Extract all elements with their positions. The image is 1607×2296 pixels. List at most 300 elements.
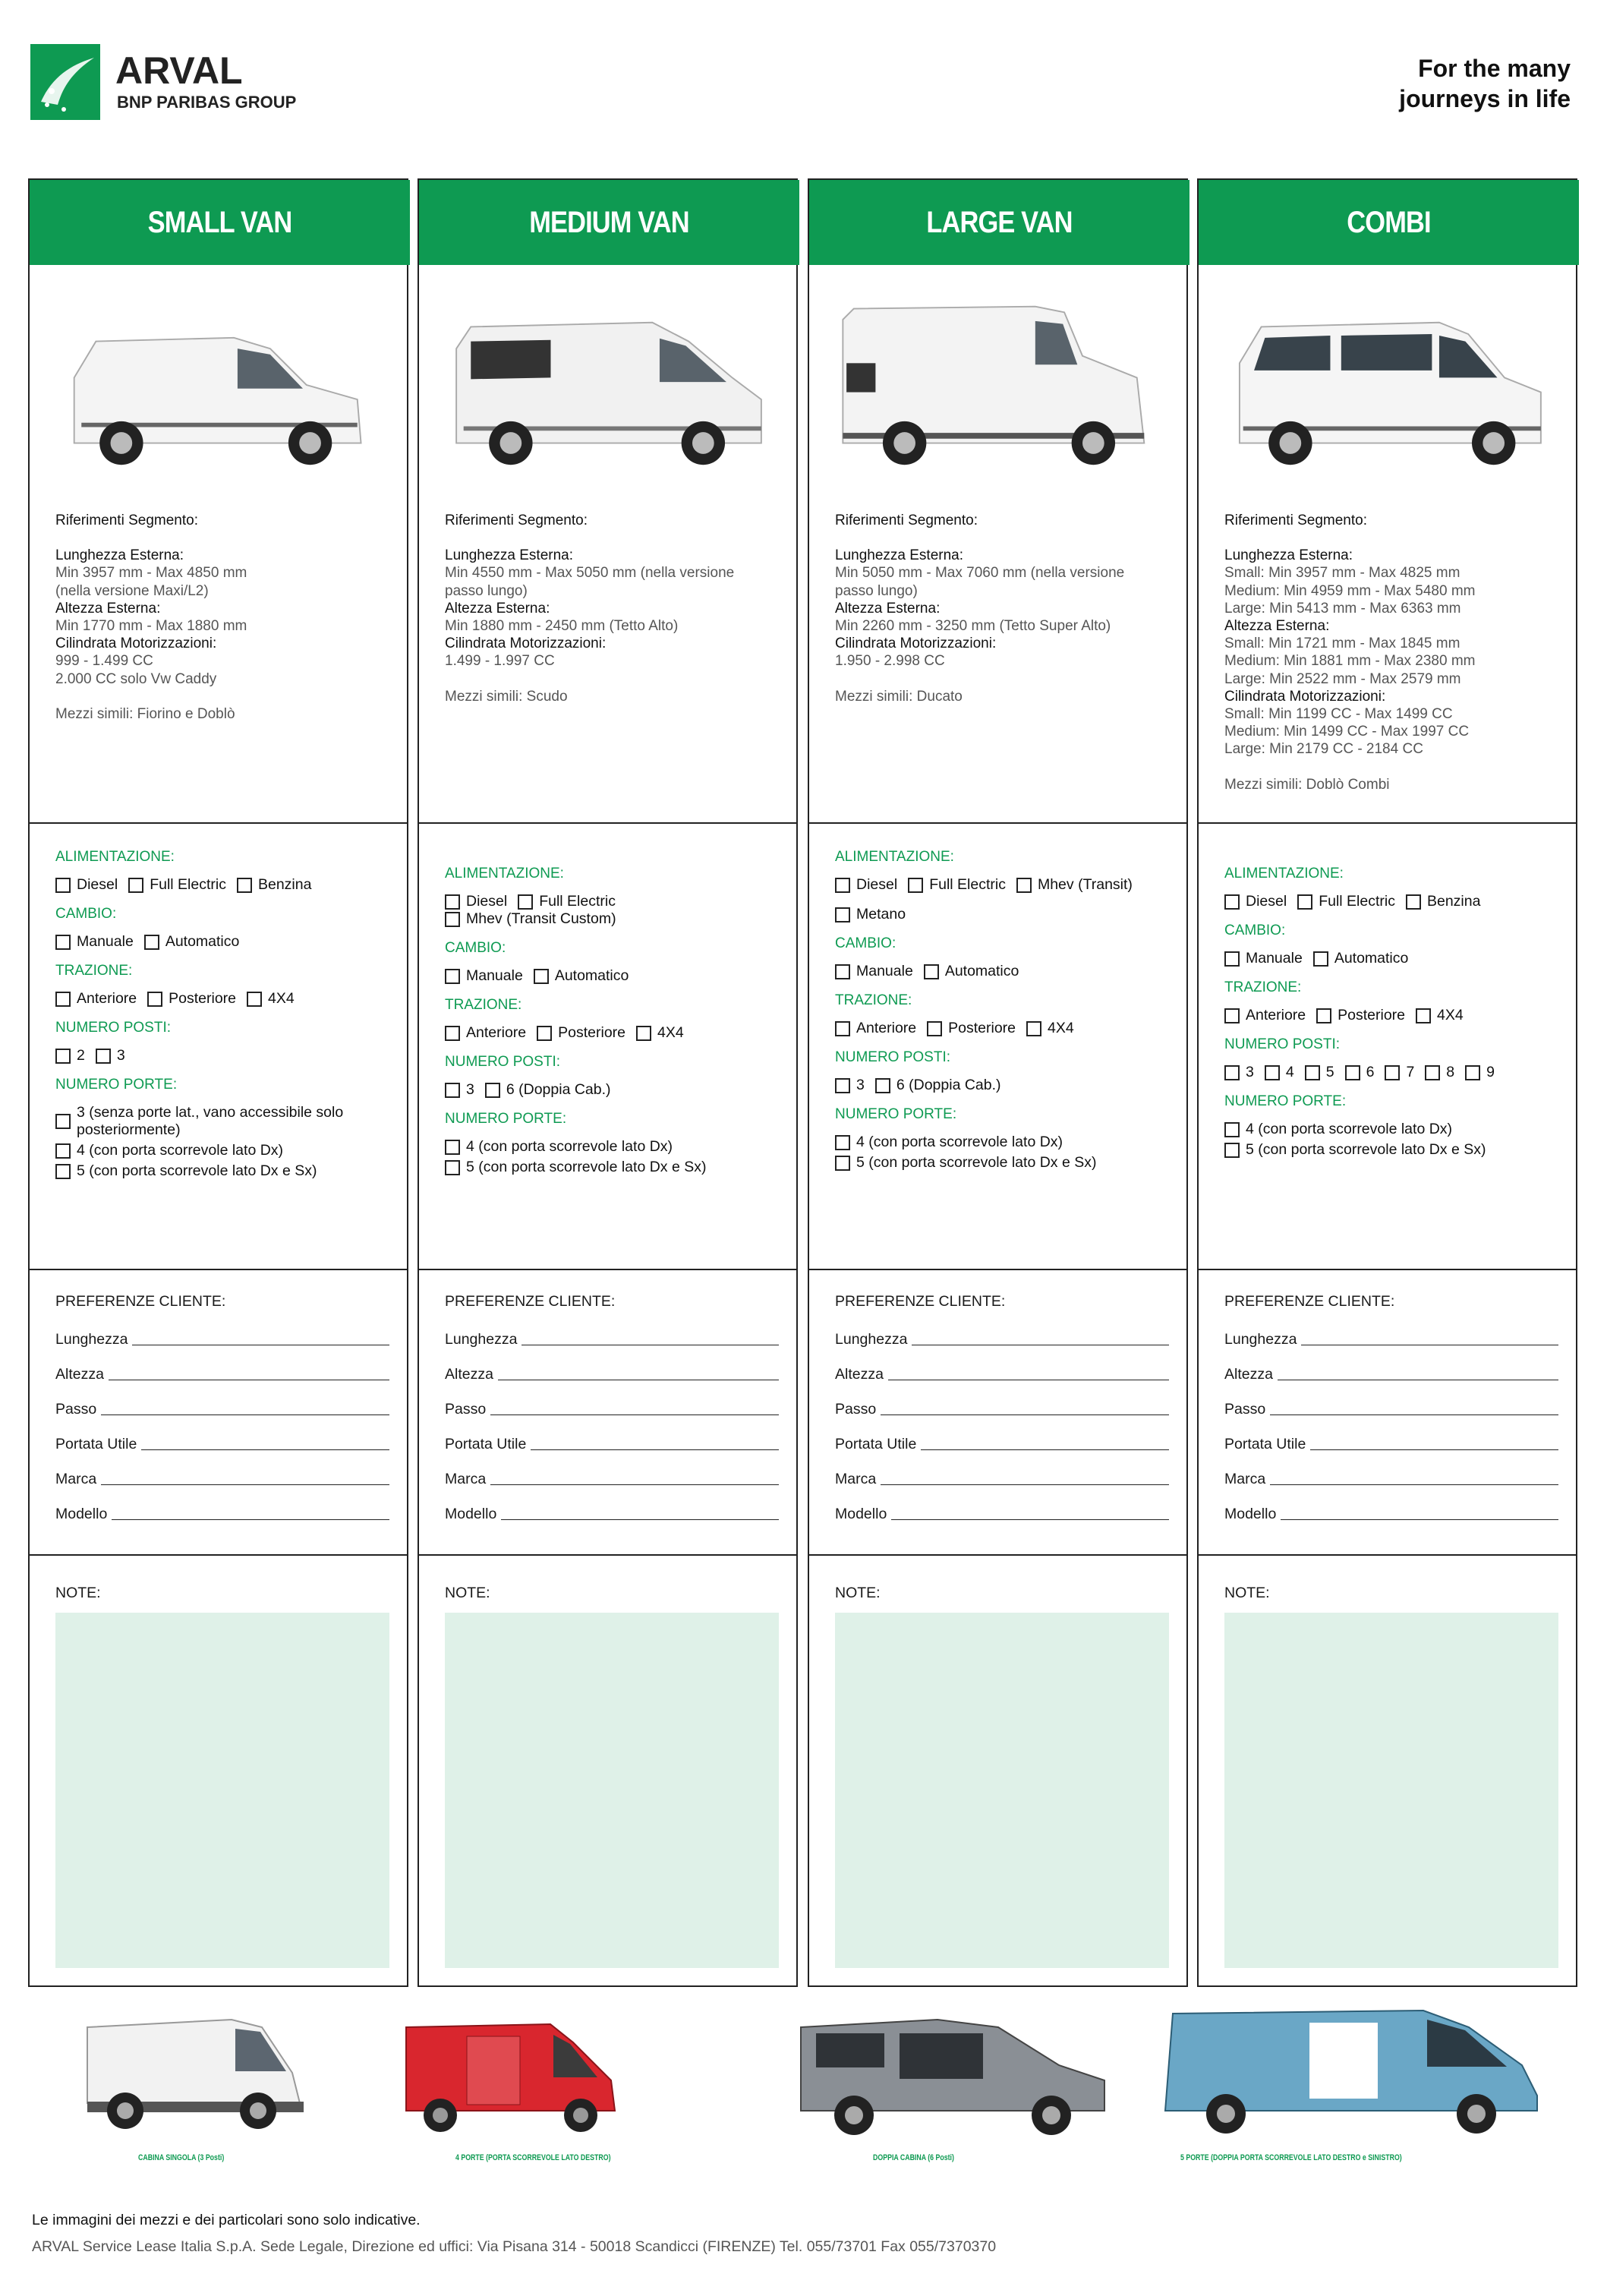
checkbox-box[interactable] <box>1345 1065 1360 1080</box>
preference-input-line[interactable] <box>501 1519 779 1520</box>
option-checkbox[interactable] <box>445 893 507 910</box>
option-checkbox[interactable] <box>835 876 897 894</box>
preference-label: Portata Utile <box>1224 1436 1306 1452</box>
option-label: 4X4 <box>268 990 295 1007</box>
option-section-title: NUMERO POSTI: <box>445 1054 561 1070</box>
checkbox-box[interactable] <box>55 992 71 1007</box>
preference-input-line[interactable] <box>101 1484 389 1485</box>
segment-info-cell <box>1197 178 1577 825</box>
option-checkbox[interactable] <box>55 1162 317 1180</box>
option-checkbox[interactable] <box>875 1077 1001 1094</box>
checkbox-box[interactable] <box>835 964 850 979</box>
checkbox-box[interactable] <box>835 1078 850 1093</box>
option-checkbox[interactable] <box>485 1081 611 1099</box>
spec-label: Cilindrata Motorizzazioni: <box>1224 688 1386 705</box>
option-label: 6 <box>1366 1064 1375 1080</box>
spec-value: Large: Min 2522 mm - Max 2579 mm <box>1224 670 1461 687</box>
preference-input-line[interactable] <box>490 1484 779 1485</box>
spec-value: (nella versione Maxi/L2) <box>55 582 209 599</box>
checkbox-box[interactable] <box>835 1135 850 1150</box>
checkbox-box[interactable] <box>445 894 460 910</box>
segment-info-cell <box>808 178 1188 825</box>
preference-input-line[interactable] <box>141 1449 389 1450</box>
segment-title: MEDIUM VAN <box>446 180 773 265</box>
disclaimer: Le immagini dei mezzi e dei particolari sono solo indicative. <box>32 2212 421 2228</box>
preference-label: Modello <box>1224 1506 1277 1522</box>
spec-value: Min 4550 mm - Max 5050 mm (nella versione <box>445 565 735 582</box>
checkbox-box[interactable] <box>1305 1065 1320 1080</box>
preference-label: Lunghezza <box>55 1331 128 1348</box>
preference-label: Modello <box>835 1506 887 1522</box>
option-label: Mhev (Transit) <box>1037 876 1133 893</box>
checkbox-box[interactable] <box>55 1114 71 1129</box>
spec-value: 2.000 CC solo Vw Caddy <box>55 670 217 687</box>
caption-5-doors: 5 PORTE (DOPPIA PORTA SCORREVOLE LATO DESTRO e SINISTRO) <box>1180 2153 1402 2162</box>
caption-4-doors: 4 PORTE (PORTA SCORREVOLE LATO DESTRO) <box>455 2153 611 2162</box>
options-cell <box>1197 822 1577 1272</box>
preference-input-line[interactable] <box>1270 1484 1558 1485</box>
preference-label: Lunghezza <box>1224 1331 1297 1348</box>
option-label: 2 <box>77 1047 85 1064</box>
option-checkbox[interactable] <box>835 906 906 923</box>
segment-header <box>1199 180 1579 265</box>
checkbox-box[interactable] <box>1406 894 1421 910</box>
option-checkbox[interactable] <box>55 1047 85 1064</box>
option-label: 4X4 <box>657 1024 684 1041</box>
spec-heading: Riferimenti Segmento: <box>445 512 588 528</box>
checkbox-box[interactable] <box>537 1026 552 1041</box>
checkbox-box[interactable] <box>445 1140 460 1155</box>
option-checkbox[interactable] <box>1425 1064 1454 1081</box>
preferences-title: PREFERENZE CLIENTE: <box>1224 1293 1395 1310</box>
option-label: Full Electric <box>539 893 616 910</box>
checkbox-box[interactable] <box>1425 1065 1440 1080</box>
checkbox-box[interactable] <box>1224 1065 1240 1080</box>
preference-input-line[interactable] <box>881 1484 1169 1485</box>
brand-name: ARVAL <box>115 49 243 92</box>
notes-area[interactable] <box>55 1613 389 1968</box>
caption-double-cab: DOPPIA CABINA (6 Posti) <box>873 2153 954 2162</box>
checkbox-box[interactable] <box>55 1049 71 1064</box>
option-checkbox[interactable] <box>835 1077 865 1094</box>
option-label: Manuale <box>466 967 523 984</box>
option-checkbox[interactable] <box>1224 1007 1306 1024</box>
option-section-title: ALIMENTAZIONE: <box>55 849 175 865</box>
checkbox-box[interactable] <box>636 1026 651 1041</box>
spec-label: Cilindrata Motorizzazioni: <box>445 636 607 652</box>
option-checkbox[interactable] <box>55 990 137 1008</box>
segment-info-cell <box>28 178 408 825</box>
checkbox-box[interactable] <box>927 1021 942 1036</box>
checkbox-box[interactable] <box>1016 878 1032 893</box>
segment-header <box>809 180 1189 265</box>
segment-column <box>808 178 1188 1985</box>
preference-input-line[interactable] <box>1270 1414 1558 1415</box>
checkbox-box[interactable] <box>55 935 71 950</box>
option-checkbox[interactable] <box>1313 950 1409 967</box>
spec-value: Min 5050 mm - Max 7060 mm (nella versione <box>835 565 1125 582</box>
option-checkbox[interactable] <box>636 1024 684 1042</box>
checkbox-box[interactable] <box>96 1049 111 1064</box>
option-label: 3 (senza porte lat., vano accessibile solo posteriormente) <box>77 1104 344 1138</box>
checkbox-box[interactable] <box>55 1164 71 1179</box>
preference-label: Portata Utile <box>55 1436 137 1452</box>
van-image <box>1221 294 1555 476</box>
spec-heading: Riferimenti Segmento: <box>55 512 198 528</box>
notes-area[interactable] <box>835 1613 1169 1968</box>
checkbox-box[interactable] <box>445 912 460 927</box>
spec-value: passo lungo) <box>445 582 528 599</box>
option-label: 5 (con porta scorrevole lato Dx e Sx) <box>1246 1141 1486 1158</box>
options-cell <box>808 822 1188 1272</box>
option-label: Posteriore <box>1338 1007 1405 1023</box>
checkbox-box[interactable] <box>1224 894 1240 910</box>
checkbox-box[interactable] <box>55 878 71 893</box>
notes-cell <box>1197 1554 1577 1987</box>
checkbox-box[interactable] <box>1316 1008 1331 1023</box>
similar-vehicles: Mezzi simili: Doblò Combi <box>1224 776 1390 793</box>
option-label: Diesel <box>77 876 118 893</box>
spec-label: Lunghezza Esterna: <box>445 547 574 564</box>
option-checkbox[interactable] <box>1385 1064 1414 1081</box>
option-checkbox[interactable] <box>445 910 616 928</box>
notes-title: NOTE: <box>55 1585 101 1601</box>
preference-label: Marca <box>445 1471 487 1487</box>
spec-value: Small: Min 3957 mm - Max 4825 mm <box>1224 565 1460 582</box>
option-label: 4 (con porta scorrevole lato Dx) <box>466 1138 673 1155</box>
option-label: Automatico <box>165 933 240 950</box>
option-checkbox[interactable] <box>835 963 913 980</box>
preference-input-line[interactable] <box>1281 1519 1558 1520</box>
option-checkbox[interactable] <box>445 1138 673 1156</box>
spec-label: Altezza Esterna: <box>835 600 941 617</box>
checkbox-box[interactable] <box>1224 1122 1240 1137</box>
option-section-title: NUMERO PORTE: <box>1224 1093 1347 1109</box>
spec-label: Lunghezza Esterna: <box>835 547 964 564</box>
option-checkbox[interactable] <box>835 1134 1063 1151</box>
segment-info-cell <box>418 178 798 825</box>
option-label: Diesel <box>466 893 508 910</box>
preference-label: Altezza <box>445 1366 493 1383</box>
segment-title: LARGE VAN <box>836 180 1163 265</box>
option-label: Posteriore <box>948 1020 1016 1036</box>
option-section-title: CAMBIO: <box>445 940 506 956</box>
option-section-title: CAMBIO: <box>1224 922 1286 938</box>
checkbox-box[interactable] <box>908 878 923 893</box>
option-checkbox[interactable] <box>55 1142 283 1159</box>
spec-value: Medium: Min 1881 mm - Max 2380 mm <box>1224 653 1476 670</box>
option-label: 5 <box>1325 1064 1334 1080</box>
spec-heading: Riferimenti Segmento: <box>1224 512 1367 528</box>
preference-label: Modello <box>445 1506 497 1522</box>
preference-label: Passo <box>55 1401 97 1418</box>
option-section-title: ALIMENTAZIONE: <box>445 866 564 882</box>
option-checkbox[interactable] <box>537 1024 625 1042</box>
preference-label: Passo <box>445 1401 487 1418</box>
preference-input-line[interactable] <box>112 1519 389 1520</box>
option-checkbox[interactable] <box>55 876 118 894</box>
preference-label: Passo <box>835 1401 877 1418</box>
option-section-title: NUMERO POSTI: <box>835 1049 951 1065</box>
option-label: 6 (Doppia Cab.) <box>896 1077 1001 1093</box>
option-checkbox[interactable] <box>1016 876 1133 894</box>
spec-value: Small: Min 1721 mm - Max 1845 mm <box>1224 636 1460 652</box>
tagline: For the many journeys in life <box>1399 55 1571 112</box>
option-checkbox[interactable] <box>445 1024 526 1042</box>
thumb-blue-van <box>1142 1997 1552 2141</box>
checkbox-box[interactable] <box>924 964 939 979</box>
options-cell <box>28 822 408 1272</box>
option-checkbox[interactable] <box>1224 1141 1486 1159</box>
spec-value: Min 1770 mm - Max 1880 mm <box>55 618 247 635</box>
option-checkbox[interactable] <box>445 967 523 985</box>
checkbox-box[interactable] <box>1224 1008 1240 1023</box>
option-label: 4 <box>1285 1064 1294 1080</box>
option-checkbox[interactable] <box>144 933 240 951</box>
checkbox-box[interactable] <box>1224 951 1240 967</box>
spec-label: Altezza Esterna: <box>445 600 550 617</box>
option-section-title: CAMBIO: <box>55 906 117 922</box>
checkbox-box[interactable] <box>835 878 850 893</box>
preference-label: Passo <box>1224 1401 1266 1418</box>
spec-value: 1.499 - 1.997 CC <box>445 653 555 670</box>
option-checkbox[interactable] <box>1345 1064 1375 1081</box>
option-checkbox[interactable] <box>445 1159 706 1176</box>
option-checkbox[interactable] <box>1416 1007 1464 1024</box>
company-address: ARVAL Service Lease Italia S.p.A. Sede Legale, Direzione ed uffici: Via Pisana 314 - 50018 Scandicci (FIRENZE) Tel. 055/73701 Fax 055/7370370 <box>32 2238 997 2255</box>
checkbox-box[interactable] <box>835 1156 850 1171</box>
similar-vehicles: Mezzi simili: Fiorino e Doblò <box>55 705 235 722</box>
option-checkbox[interactable] <box>445 1081 474 1099</box>
checkbox-box[interactable] <box>875 1078 890 1093</box>
option-checkbox[interactable] <box>924 963 1019 980</box>
spec-label: Cilindrata Motorizzazioni: <box>835 636 997 652</box>
option-label: Manuale <box>856 963 913 979</box>
caption-single-cab: CABINA SINGOLA (3 Posti) <box>138 2153 225 2162</box>
option-checkbox[interactable] <box>1224 1064 1254 1081</box>
segment-specs <box>445 512 786 705</box>
checkbox-box[interactable] <box>247 992 262 1007</box>
notes-cell <box>808 1554 1188 1987</box>
checkbox-box[interactable] <box>1026 1021 1041 1036</box>
checkbox-box[interactable] <box>445 969 460 984</box>
checkbox-box[interactable] <box>1465 1065 1480 1080</box>
spec-value: Medium: Min 4959 mm - Max 5480 mm <box>1224 582 1476 599</box>
options-cell <box>418 822 798 1272</box>
option-label: 3 <box>116 1047 125 1064</box>
option-checkbox[interactable] <box>147 990 236 1008</box>
checkbox-box[interactable] <box>534 969 549 984</box>
preference-label: Portata Utile <box>835 1436 917 1452</box>
checkbox-box[interactable] <box>835 907 850 922</box>
checkbox-box[interactable] <box>445 1083 460 1098</box>
option-checkbox[interactable] <box>1026 1020 1074 1037</box>
preference-input-line[interactable] <box>490 1414 779 1415</box>
option-label: 4 (con porta scorrevole lato Dx) <box>1246 1121 1453 1137</box>
option-label: 9 <box>1486 1064 1495 1080</box>
preference-label: Lunghezza <box>835 1331 908 1348</box>
segment-header <box>419 180 799 265</box>
segment-column <box>28 178 408 1985</box>
option-checkbox[interactable] <box>237 876 311 894</box>
option-checkbox[interactable] <box>1305 1064 1334 1081</box>
spec-label: Altezza Esterna: <box>1224 618 1330 635</box>
spec-value: Medium: Min 1499 CC - Max 1997 CC <box>1224 724 1470 740</box>
option-label: Mhev (Transit Custom) <box>466 910 616 927</box>
brand-group: BNP PARIBAS GROUP <box>117 93 297 112</box>
checkbox-box[interactable] <box>1416 1008 1431 1023</box>
option-label: Automatico <box>554 967 629 984</box>
option-label: Full Electric <box>150 876 226 893</box>
option-checkbox[interactable] <box>1224 1121 1452 1138</box>
checkbox-box[interactable] <box>55 1143 71 1159</box>
option-section-title: NUMERO PORTE: <box>55 1077 178 1093</box>
option-label: Manuale <box>1246 950 1303 967</box>
spec-value: Min 2260 mm - 3250 mm (Tetto Super Alto) <box>835 618 1111 635</box>
checkbox-box[interactable] <box>147 992 162 1007</box>
spec-label: Altezza Esterna: <box>55 600 161 617</box>
option-label: Metano <box>856 906 906 922</box>
option-section-title: TRAZIONE: <box>55 963 133 979</box>
option-checkbox[interactable] <box>96 1047 125 1064</box>
notes-cell <box>28 1554 408 1987</box>
preference-input-line[interactable] <box>881 1414 1169 1415</box>
preference-label: Portata Utile <box>445 1436 527 1452</box>
option-checkbox[interactable] <box>1316 1007 1405 1024</box>
option-checkbox[interactable] <box>1297 893 1395 910</box>
option-section-title: NUMERO POSTI: <box>55 1020 172 1036</box>
option-checkbox[interactable] <box>927 1020 1016 1037</box>
checkbox-box[interactable] <box>835 1021 850 1036</box>
preference-label: Lunghezza <box>445 1331 518 1348</box>
preference-label: Altezza <box>835 1366 884 1383</box>
option-label: Manuale <box>77 933 134 950</box>
option-label: 4X4 <box>1437 1007 1464 1023</box>
preference-label: Marca <box>835 1471 877 1487</box>
option-label: 3 <box>856 1077 865 1093</box>
option-section-title: ALIMENTAZIONE: <box>835 849 954 865</box>
option-section-title: CAMBIO: <box>835 935 896 951</box>
checkbox-box[interactable] <box>445 1160 460 1175</box>
thumb-red-van <box>399 1997 626 2141</box>
option-label: 5 (con porta scorrevole lato Dx e Sx) <box>466 1159 707 1175</box>
option-label: Anteriore <box>856 1020 917 1036</box>
checkbox-box[interactable] <box>485 1083 500 1098</box>
spec-value: 1.950 - 2.998 CC <box>835 653 945 670</box>
option-checkbox[interactable] <box>835 1154 1096 1172</box>
preference-input-line[interactable] <box>531 1449 779 1450</box>
checkbox-box[interactable] <box>1224 1143 1240 1158</box>
preference-label: Marca <box>1224 1471 1266 1487</box>
option-label: Benzina <box>257 876 312 893</box>
option-checkbox[interactable] <box>1465 1064 1495 1081</box>
similar-vehicles: Mezzi simili: Scudo <box>445 688 568 705</box>
option-label: Posteriore <box>169 990 236 1007</box>
option-section-title: TRAZIONE: <box>1224 979 1302 995</box>
van-image <box>832 294 1166 476</box>
checkbox-box[interactable] <box>518 894 533 910</box>
option-section-title: TRAZIONE: <box>445 997 522 1013</box>
spec-label: Lunghezza Esterna: <box>55 547 184 564</box>
option-label: Anteriore <box>1246 1007 1306 1023</box>
option-label: 3 <box>466 1081 474 1098</box>
option-checkbox[interactable] <box>534 967 629 985</box>
option-checkbox[interactable] <box>1224 893 1287 910</box>
option-label: 3 <box>1246 1064 1254 1080</box>
notes-title: NOTE: <box>445 1585 490 1601</box>
preference-label: Altezza <box>1224 1366 1273 1383</box>
checkbox-box[interactable] <box>1297 894 1312 910</box>
option-checkbox[interactable] <box>835 1020 916 1037</box>
option-checkbox[interactable] <box>55 933 134 951</box>
checkbox-box[interactable] <box>1385 1065 1400 1080</box>
spec-value: passo lungo) <box>835 582 918 599</box>
preference-label: Altezza <box>55 1366 104 1383</box>
option-checkbox[interactable] <box>247 990 295 1008</box>
option-checkbox[interactable] <box>1406 893 1480 910</box>
preference-input-line[interactable] <box>101 1414 389 1415</box>
notes-area[interactable] <box>445 1613 779 1968</box>
van-image <box>52 294 386 476</box>
arval-logo <box>30 44 349 134</box>
segment-column <box>418 178 798 1985</box>
segment-column <box>1197 178 1577 1985</box>
checkbox-box[interactable] <box>1265 1065 1280 1080</box>
segment-title: COMBI <box>1225 180 1552 265</box>
spec-value: Small: Min 1199 CC - Max 1499 CC <box>1224 706 1453 723</box>
notes-cell <box>418 1554 798 1987</box>
checkbox-box[interactable] <box>1313 951 1328 967</box>
segment-specs <box>835 512 1177 705</box>
option-label: Automatico <box>1334 950 1409 967</box>
checkbox-box[interactable] <box>128 878 143 893</box>
checkbox-box[interactable] <box>445 1026 460 1041</box>
option-checkbox[interactable] <box>908 876 1006 894</box>
option-checkbox[interactable] <box>518 893 616 910</box>
spec-label: Cilindrata Motorizzazioni: <box>55 636 217 652</box>
option-label: 7 <box>1406 1064 1415 1080</box>
preferences-title: PREFERENZE CLIENTE: <box>445 1293 616 1310</box>
checkbox-box[interactable] <box>144 935 159 950</box>
thumb-white-van <box>72 1997 323 2141</box>
option-label: 6 (Doppia Cab.) <box>506 1081 611 1098</box>
spec-value: Large: Min 5413 mm - Max 6363 mm <box>1224 600 1461 617</box>
option-label: 5 (con porta scorrevole lato Dx e Sx) <box>856 1154 1097 1171</box>
option-label: Full Electric <box>1319 893 1395 910</box>
option-label: 4X4 <box>1048 1020 1074 1036</box>
option-checkbox[interactable] <box>55 1104 380 1139</box>
option-section-title: NUMERO PORTE: <box>835 1106 957 1122</box>
notes-area[interactable] <box>1224 1613 1558 1968</box>
preference-input-line[interactable] <box>921 1449 1169 1450</box>
preference-input-line[interactable] <box>891 1519 1169 1520</box>
option-label: Diesel <box>1246 893 1287 910</box>
option-label: 4 (con porta scorrevole lato Dx) <box>77 1142 284 1159</box>
option-section-title: NUMERO POSTI: <box>1224 1036 1341 1052</box>
option-label: Diesel <box>856 876 898 893</box>
option-checkbox[interactable] <box>128 876 226 894</box>
similar-vehicles: Mezzi simili: Ducato <box>835 688 963 705</box>
option-label: 8 <box>1446 1064 1455 1080</box>
option-label: 5 (con porta scorrevole lato Dx e Sx) <box>77 1162 317 1179</box>
segment-specs <box>55 512 397 723</box>
option-label: Anteriore <box>466 1024 527 1041</box>
option-checkbox[interactable] <box>1224 950 1303 967</box>
option-section-title: TRAZIONE: <box>835 992 912 1008</box>
preference-input-line[interactable] <box>1310 1449 1558 1450</box>
option-checkbox[interactable] <box>1265 1064 1294 1081</box>
checkbox-box[interactable] <box>237 878 252 893</box>
